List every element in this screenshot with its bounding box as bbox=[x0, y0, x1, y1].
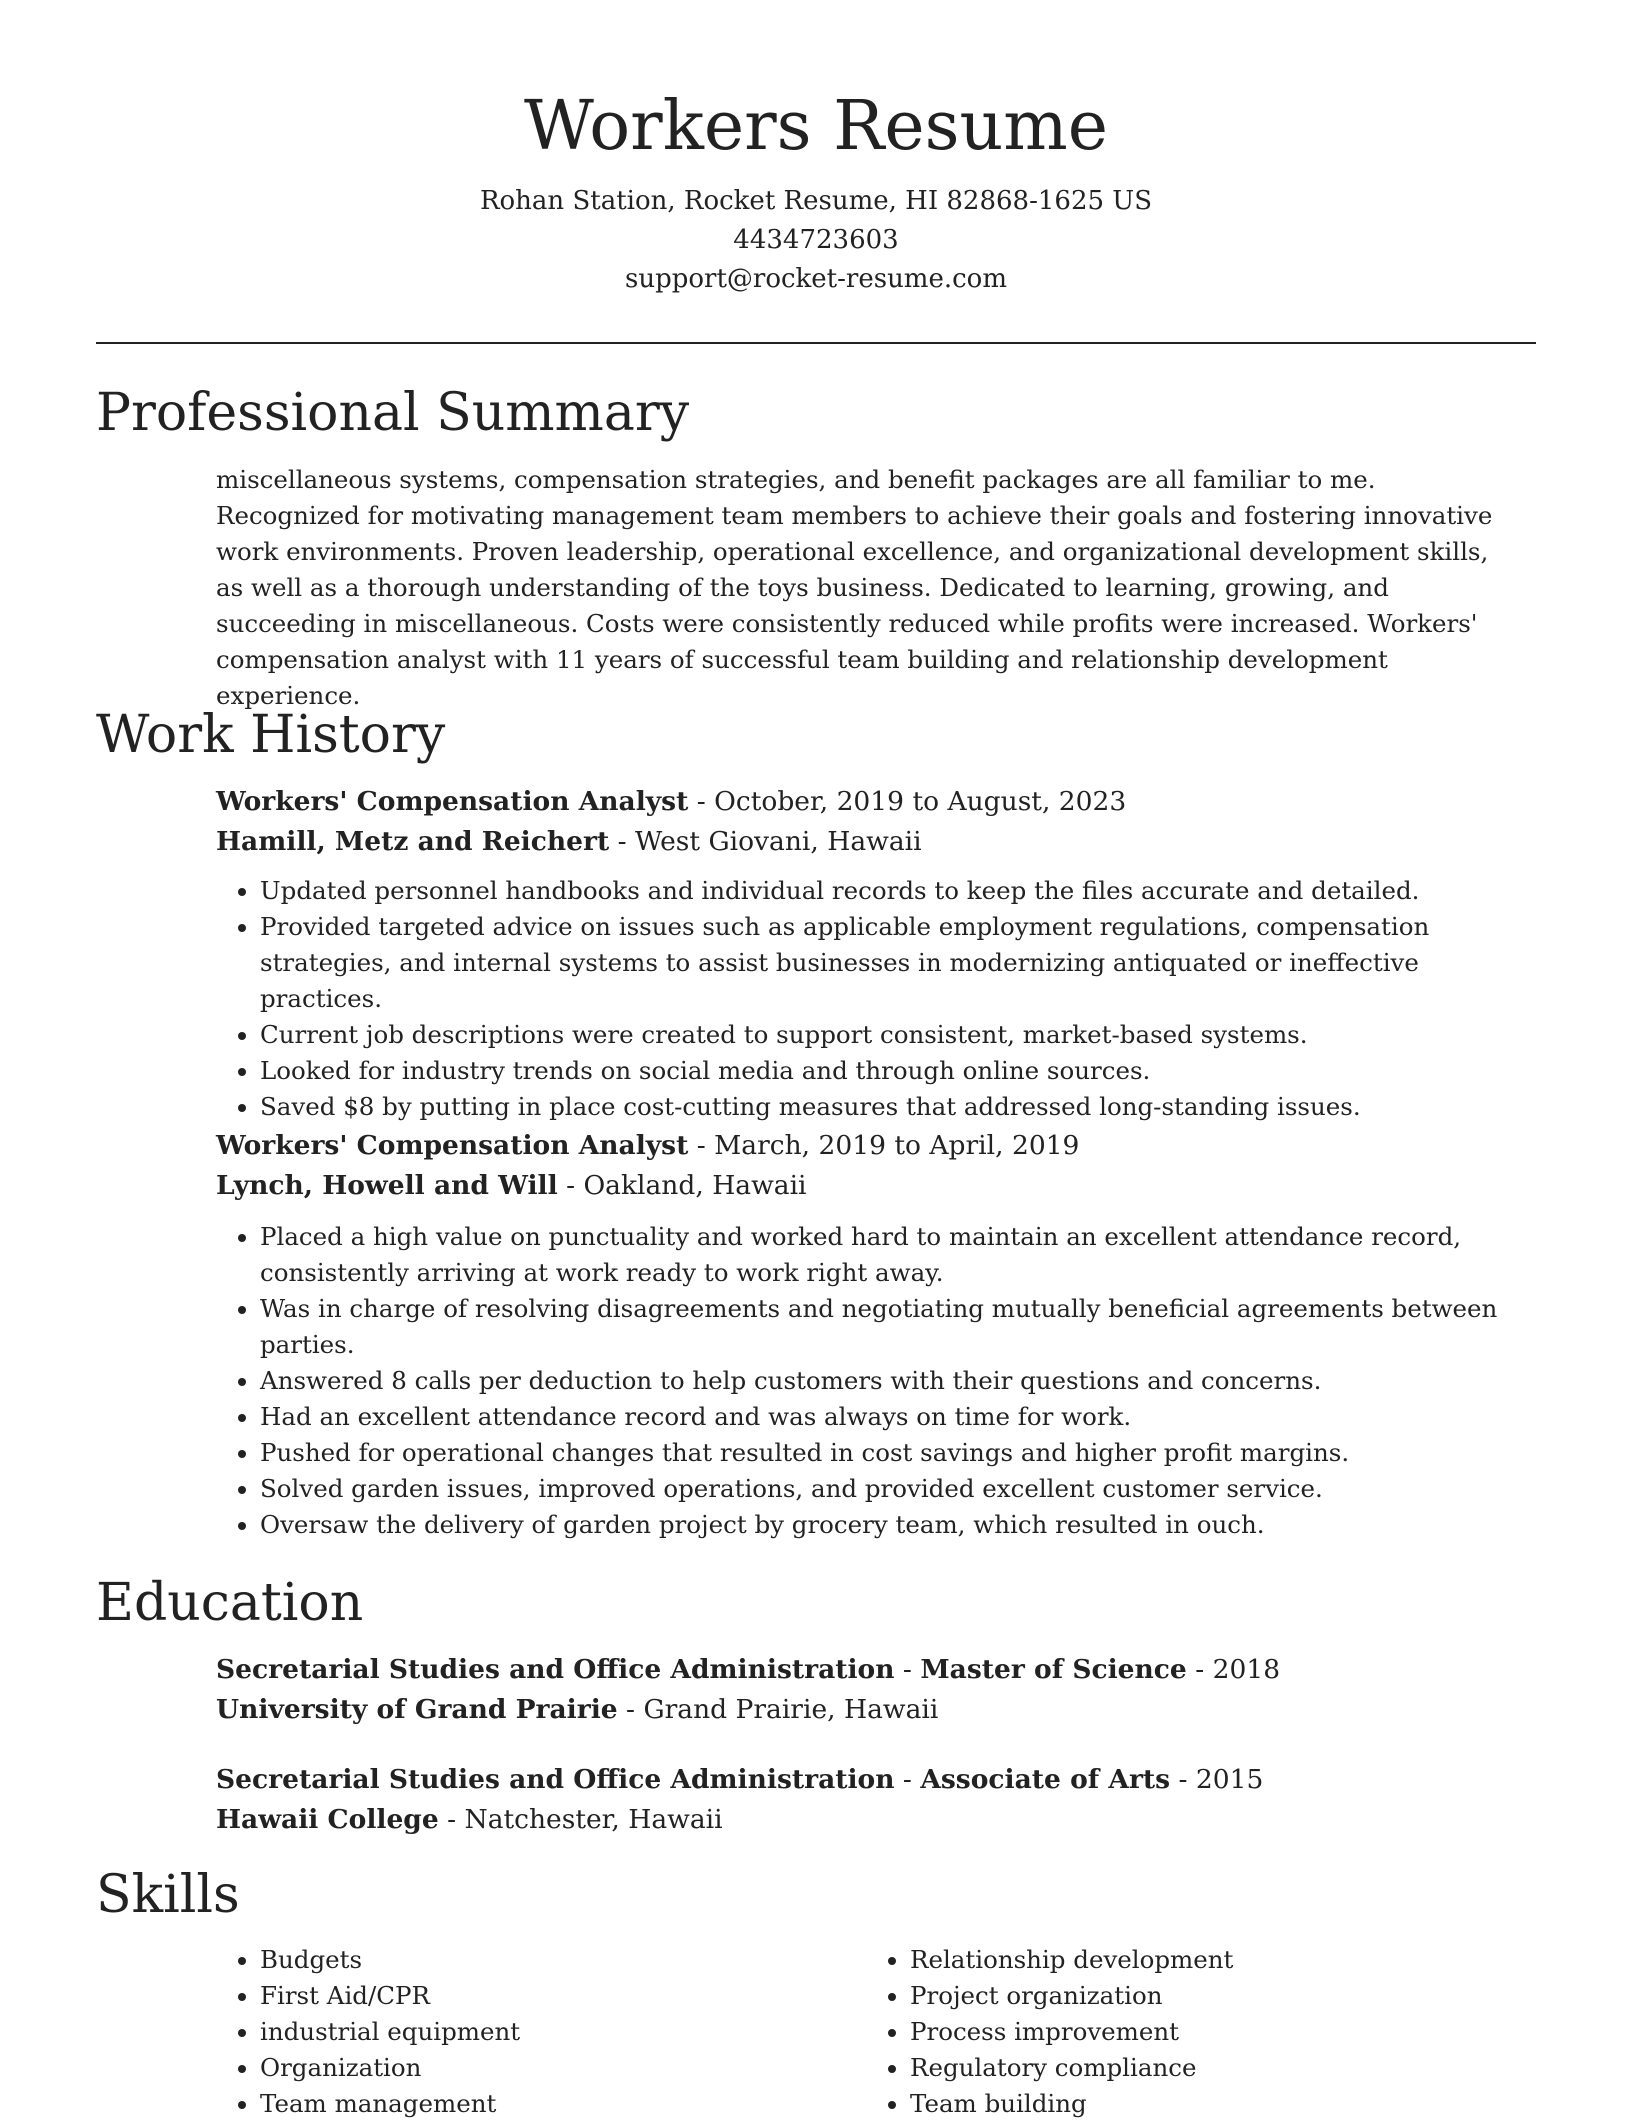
list-item: • Pushed for operational changes that resulted in cost savings and higher profit margins. bbox=[260, 1435, 1500, 1471]
job-bullets bbox=[216, 873, 1536, 1125]
job-location: West Giovani, Hawaii bbox=[635, 825, 922, 857]
job-dates: March, 2019 to April, 2019 bbox=[714, 1130, 1080, 1161]
skill-item: • Team building bbox=[910, 2086, 1526, 2122]
education-school: Hawaii College bbox=[216, 1803, 439, 1835]
list-item: • Placed a high value on punctuality and worked hard to maintain an excellent attendance record, consistently arriving at work ready to work right away. bbox=[260, 1219, 1500, 1291]
job-title: Workers' Compensation Analyst bbox=[216, 1130, 689, 1161]
skills-column-right bbox=[866, 1942, 1526, 2122]
resume-header bbox=[0, 80, 1632, 299]
education-field: Secretarial Studies and Office Administration bbox=[216, 1654, 895, 1685]
list-item: • Saved $8 by putting in place cost-cutting measures that addressed long-standing issues. bbox=[260, 1089, 1536, 1125]
education-degree-line: Secretarial Studies and Office Administration - Associate of Arts - 2015 bbox=[216, 1764, 1264, 1795]
skill-item: • Project organization bbox=[910, 1978, 1526, 2014]
skill-item: • First Aid/CPR bbox=[260, 1978, 836, 2014]
work-entry bbox=[216, 1126, 1536, 1543]
education-school-line: Hawaii College - Natchester, Hawaii bbox=[216, 1803, 723, 1835]
summary-text: miscellaneous systems, compensation strategies, and benefit packages are all familiar to me. Recognized for motivating management team members to achieve their goals and fostering innovative work environments. Proven leadership, operational excellence, and organizational development skills, as well as a thorough understanding of the toys business. Dedicated to learning, growing, and succeeding in miscellaneous. Costs were consistently reduced while profits were increased. Workers' compensation analyst with 11 years of successful team building and relationship development experience. bbox=[216, 465, 1493, 710]
section-title-summary: Professional Summary bbox=[96, 383, 690, 443]
education-entry bbox=[216, 1760, 1536, 1839]
job-title-line: Workers' Compensation Analyst - October, 2019 to August, 2023 bbox=[216, 786, 1127, 817]
skills-column-left bbox=[216, 1942, 836, 2122]
education-field: Secretarial Studies and Office Administration bbox=[216, 1764, 895, 1795]
job-title-line: Workers' Compensation Analyst - March, 2019 to April, 2019 bbox=[216, 1130, 1080, 1161]
education-year: 2015 bbox=[1195, 1764, 1264, 1795]
contact-email: support@rocket-resume.com bbox=[624, 264, 1007, 294]
skills-list bbox=[866, 1942, 1526, 2122]
job-bullets bbox=[216, 1219, 1500, 1543]
section-title-work: Work History bbox=[96, 705, 446, 765]
education-school: University of Grand Prairie bbox=[216, 1693, 618, 1725]
list-item: • Looked for industry trends on social media and through online sources. bbox=[260, 1053, 1536, 1089]
list-item: • Answered 8 calls per deduction to help customers with their questions and concerns. bbox=[260, 1363, 1500, 1399]
header-divider bbox=[96, 342, 1536, 344]
education-degree-line: Secretarial Studies and Office Administration - Master of Science - 2018 bbox=[216, 1654, 1281, 1685]
list-item: • Current job descriptions were created to support consistent, market-based systems. bbox=[260, 1017, 1536, 1053]
education-location: Grand Prairie, Hawaii bbox=[643, 1693, 939, 1725]
job-location: Oakland, Hawaii bbox=[583, 1169, 807, 1201]
contact-phone: 4434723603 bbox=[733, 225, 899, 255]
section-title-education: Education bbox=[96, 1573, 364, 1633]
list-item: • Solved garden issues, improved operations, and provided excellent customer service. bbox=[260, 1471, 1500, 1507]
job-company: Hamill, Metz and Reichert bbox=[216, 825, 610, 857]
skill-item: • Budgets bbox=[260, 1942, 836, 1978]
skills-list bbox=[216, 1942, 836, 2122]
skill-item: • industrial equipment bbox=[260, 2014, 836, 2050]
list-item: • Updated personnel handbooks and individual records to keep the files accurate and detailed. bbox=[260, 873, 1536, 909]
education-location: Natchester, Hawaii bbox=[464, 1803, 723, 1835]
list-item: • Was in charge of resolving disagreements and negotiating mutually beneficial agreements between parties. bbox=[260, 1291, 1500, 1363]
education-school-line: University of Grand Prairie - Grand Prairie, Hawaii bbox=[216, 1693, 939, 1725]
work-entry bbox=[216, 782, 1536, 1125]
job-company-line: Hamill, Metz and Reichert - West Giovani, Hawaii bbox=[216, 825, 922, 857]
skill-item: • Team management bbox=[260, 2086, 836, 2122]
list-item: • Had an excellent attendance record and was always on time for work. bbox=[260, 1399, 1500, 1435]
education-entry bbox=[216, 1650, 1536, 1729]
skill-item: • Regulatory compliance bbox=[910, 2050, 1526, 2086]
job-company-line: Lynch, Howell and Will - Oakland, Hawaii bbox=[216, 1169, 807, 1201]
job-title: Workers' Compensation Analyst bbox=[216, 786, 689, 817]
section-title-skills: Skills bbox=[96, 1865, 240, 1925]
education-degree: Master of Science bbox=[920, 1654, 1187, 1685]
list-item: • Provided targeted advice on issues such as applicable employment regulations, compensation strategies, and internal systems to assist businesses in modernizing antiquated or ineffective practices. bbox=[260, 909, 1536, 1017]
list-item: • Oversaw the delivery of garden project by grocery team, which resulted in ouch. bbox=[260, 1507, 1500, 1543]
skill-item: • Relationship development bbox=[910, 1942, 1526, 1978]
job-company: Lynch, Howell and Will bbox=[216, 1169, 558, 1201]
job-dates: October, 2019 to August, 2023 bbox=[714, 786, 1127, 817]
skill-item: • Process improvement bbox=[910, 2014, 1526, 2050]
education-degree: Associate of Arts bbox=[920, 1764, 1171, 1795]
skill-item: • Organization bbox=[260, 2050, 836, 2086]
resume-name: Workers Resume bbox=[523, 87, 1109, 166]
education-year: 2018 bbox=[1212, 1654, 1281, 1685]
contact-address: Rohan Station, Rocket Resume, HI 82868-1625 US bbox=[479, 186, 1153, 216]
